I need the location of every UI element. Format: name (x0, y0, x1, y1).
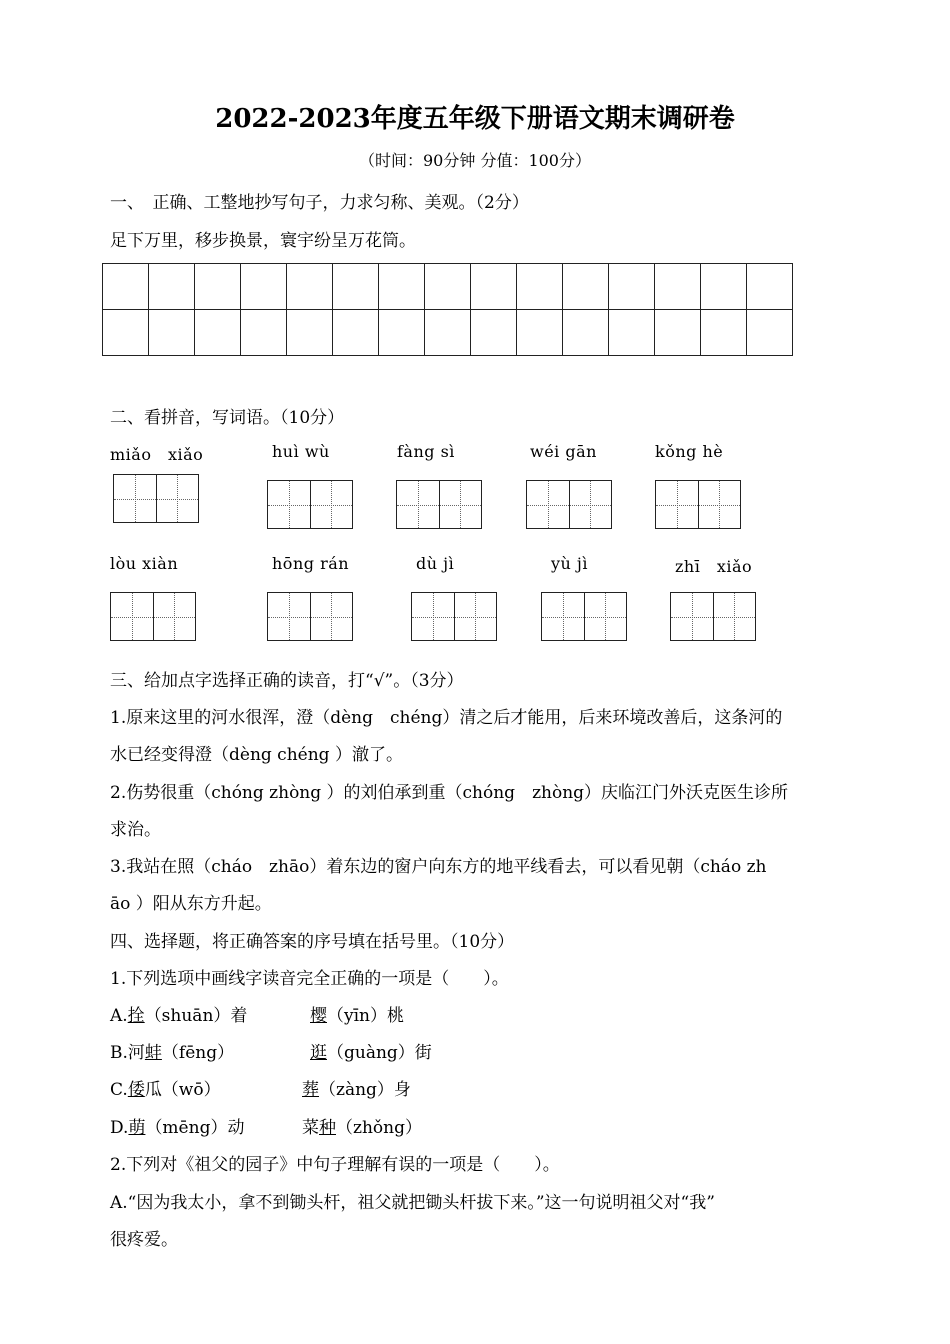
pinyin-label: huì wù (272, 442, 330, 461)
writing-box[interactable] (411, 592, 497, 641)
writing-box[interactable] (670, 592, 756, 641)
pinyin-label: kǒng hè (655, 442, 724, 461)
writing-box[interactable] (396, 480, 482, 529)
option-b: B.河蚌（fēng） (110, 1043, 235, 1063)
option-a-second: 樱（yīn）桃 (310, 1006, 404, 1026)
question-text: 2.伤势很重（chóng zhòng ）的刘伯承到重（chóng zhòng）庆临江门外沃克医生诊所 (110, 783, 789, 803)
writing-box[interactable] (541, 592, 627, 641)
pinyin-label: hōng rán (272, 554, 350, 573)
section-3-heading: 三、给加点字选择正确的读音，打“√”。（3分） (110, 671, 464, 691)
section-4-heading: 四、选择题，将正确答案的序号填在括号里。（10分） (110, 932, 515, 952)
writing-box[interactable] (655, 480, 741, 529)
exam-subtitle: （时间：90分钟 分值：100分） (359, 151, 591, 170)
pinyin-label: zhī xiǎo (675, 557, 753, 576)
pinyin-label: wéi gān (530, 442, 597, 461)
pinyin-label: lòu xiàn (110, 554, 179, 573)
question-text: 2.下列对《祖父的园子》中句子理解有误的一项是（ ）。 (110, 1155, 560, 1175)
option-c-second: 葬（zàng）身 (302, 1080, 411, 1100)
pinyin-label: fàng sì (397, 442, 455, 461)
writing-box[interactable] (267, 480, 353, 529)
section-1-heading: 一、 正确、工整地抄写句子，力求匀称、美观。（2分） (110, 193, 529, 213)
question-text: 水已经变得澄（dèng chéng ）澈了。 (110, 745, 403, 765)
writing-box[interactable] (526, 480, 612, 529)
pinyin-label: dù jì (416, 554, 455, 573)
question-text: 1.原来这里的河水很浑，澄（dèng chéng）清之后才能用，后来环境改善后，这条河的 (110, 708, 783, 728)
copy-writing-grid[interactable] (102, 263, 793, 356)
writing-box[interactable] (110, 592, 196, 641)
pinyin-label: yù jì (551, 554, 589, 573)
question-text: 3.我站在照（cháo zhāo）着东边的窗户向东方的地平线看去，可以看见朝（cháo zh (110, 857, 767, 877)
option-b-second: 逛（guàng）街 (310, 1043, 432, 1063)
question-text: A.“因为我太小，拿不到锄头杆，祖父就把锄头杆拔下来。”这一句说明祖父对“我” (110, 1193, 715, 1213)
question-text: 1.下列选项中画线字读音完全正确的一项是（ ）。 (110, 969, 509, 989)
option-a: A.拴（shuān）着 (110, 1006, 248, 1026)
page-title: 2022-2023年度五年级下册语文期末调研卷 (215, 104, 735, 134)
option-d-second: 菜种（zhǒng） (302, 1118, 422, 1138)
question-text: 很疼爱。 (110, 1230, 178, 1250)
section-2-heading: 二、看拼音，写词语。（10分） (110, 408, 345, 428)
writing-box[interactable] (113, 474, 199, 523)
option-c: C.倭瓜（wō） (110, 1080, 221, 1100)
writing-box[interactable] (267, 592, 353, 641)
copy-sentence: 足下万里，移步换景，寰宇纷呈万花筒。 (110, 231, 416, 251)
question-text: āo ）阳从东方升起。 (110, 894, 272, 914)
pinyin-label: miǎo xiǎo (110, 445, 204, 464)
question-text: 求治。 (110, 820, 161, 840)
option-d: D.萌（mēng）动 (110, 1118, 245, 1138)
